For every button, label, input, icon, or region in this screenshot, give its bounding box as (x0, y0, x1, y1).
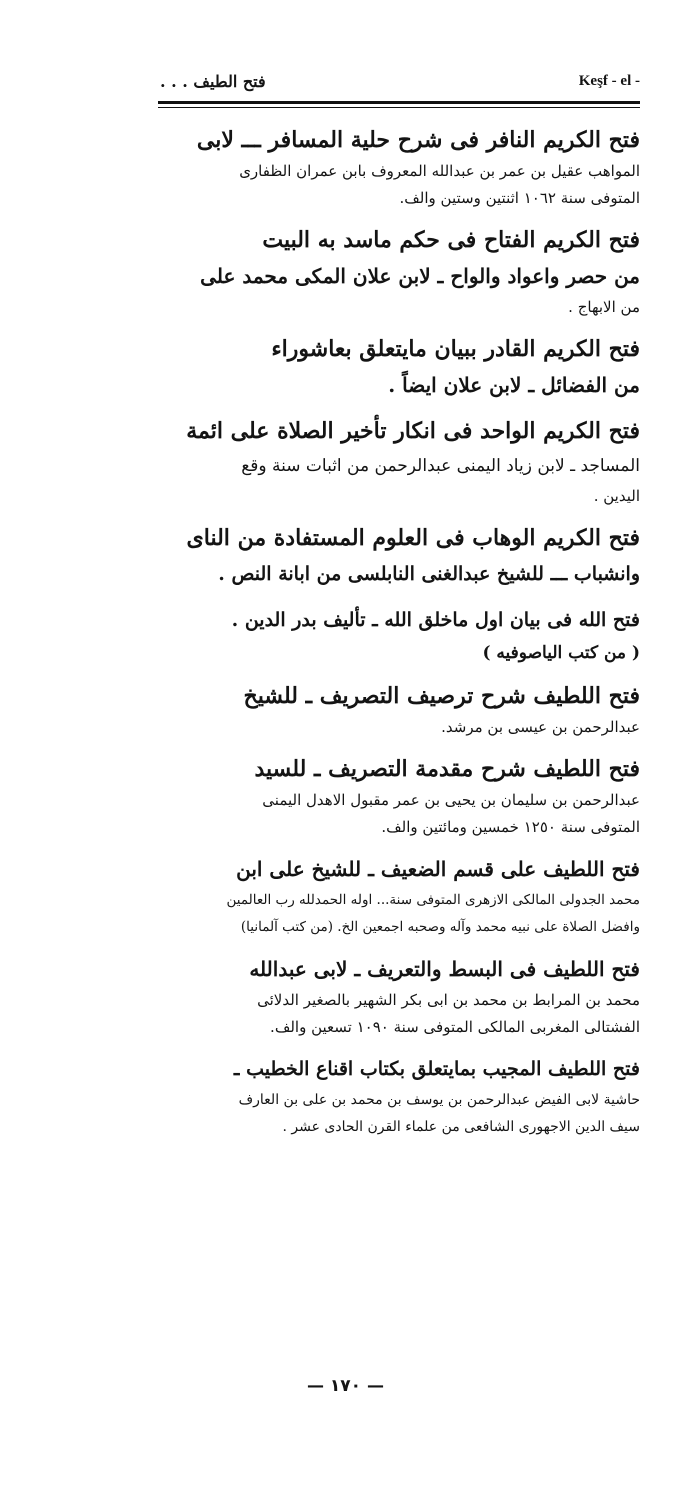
entry-text: الفشتالى المغربى المالكى المتوفى سنة ١٠٩٠ تسعين والف. (270, 1018, 640, 1036)
entry-title: فتح الكريم القادر ببيان مايتعلق بعاشوراء (271, 336, 640, 362)
entry (162, 222, 640, 321)
entry (162, 751, 640, 841)
entry-text: المتوفى سنة ١٢٥٠ خمسين ومائتين والف. (381, 818, 640, 836)
entry-title: فتح اللطيف شرح ترصيف التصريف ـ للشيخ (243, 683, 640, 709)
entry-text: سيف الدين الاجهورى الشافعى من علماء القرن الحادى عشر . (282, 1119, 640, 1135)
entry-text: المواهب عقيل بن عمر بن عبدالله المعروف بابن عمران الظفارى (239, 162, 640, 180)
entry (162, 851, 640, 941)
entry (162, 678, 640, 741)
running-header (160, 72, 640, 96)
entry-text: عبدالرحمن بن سليمان بن يحيى بن عمر مقبول الاهدل اليمنى (262, 791, 640, 809)
entry-title: فتح اللطيف فى البسط والتعريف ـ لابى عبدالله (249, 957, 640, 981)
entry-title: فتح الكريم الواحد فى انكار تأخير الصلاة على ائمة (186, 418, 640, 444)
entry-text: المساجد ـ لابن زياد اليمنى عبدالرحمن من اثبات سنة وقع (241, 456, 640, 476)
entry (162, 951, 640, 1041)
header-rule-thick (158, 101, 640, 104)
entry-text: من الابهاج . (568, 298, 640, 316)
entry (162, 1051, 640, 1141)
entry-title-continued: من حصر واعواد والواح ـ لابن علان المكى محمد على (200, 264, 640, 288)
running-title-arabic: فتح الطيف . . . (160, 72, 266, 91)
entry-title: فتح الله فى بيان اول ماخلق الله ـ تأليف بدر الدين . (231, 609, 640, 631)
page-number: — ١٧٠ — (307, 1376, 384, 1396)
entry-title: فتح اللطيف شرح مقدمة التصريف ـ للسيد (254, 756, 640, 782)
running-title-latin: Keşf - el - (578, 73, 640, 89)
entry-text: المتوفى سنة ١٠٦٢ اثنتين وستين والف. (399, 189, 640, 207)
entry-title: فتح الكريم النافر فى شرح حلية المسافر ـــ لابى (196, 127, 640, 153)
entry-title: فتح الكريم الوهاب فى العلوم المستفادة من الناى (186, 525, 640, 551)
entry-title-continued: من الفضائل ـ لابن علان ايضاً . (388, 373, 640, 397)
entry-title: فتح الكريم الفتاح فى حكم ماسد به البيت (262, 227, 640, 253)
entry-text: محمد الجدولى المالكى الازهرى المتوفى سنة... اوله الحمدلله رب العالمين (226, 892, 640, 908)
entry-title-continued: وانشباب ـــ للشيخ عبدالغنى النابلسى من ابانة النص . (218, 563, 640, 585)
entry (162, 520, 640, 592)
entries-list (162, 122, 640, 1151)
entry-title: فتح اللطيف على قسم الضعيف ـ للشيخ على ابن (236, 857, 640, 881)
entry-title: فتح اللطيف المجيب بمايتعلق بكتاب اقناع الخطيب ـ (233, 1058, 640, 1080)
entry-text: حاشية لابى الفيض عبدالرحمن بن يوسف بن محمد بن على بن العارف (238, 1092, 640, 1108)
entry-source-note: ( من كتب الياصوفيه ) (482, 643, 640, 663)
entry-text: وافضل الصلاة على نبيه محمد وآله وصحبه اجمعين الخ. (من كتب آلمانيا) (240, 919, 640, 935)
entry-text: عبدالرحمن بن عيسى بن مرشد. (441, 718, 640, 736)
entry-text: اليدين . (593, 487, 640, 505)
header-rule-thin (158, 107, 640, 108)
entry (162, 602, 640, 668)
entry-text: محمد بن المرابط بن محمد بن ابى بكر الشهير بالصغير الدلائى (257, 991, 640, 1009)
entry (162, 331, 640, 403)
entry (162, 122, 640, 212)
entry (162, 413, 640, 510)
